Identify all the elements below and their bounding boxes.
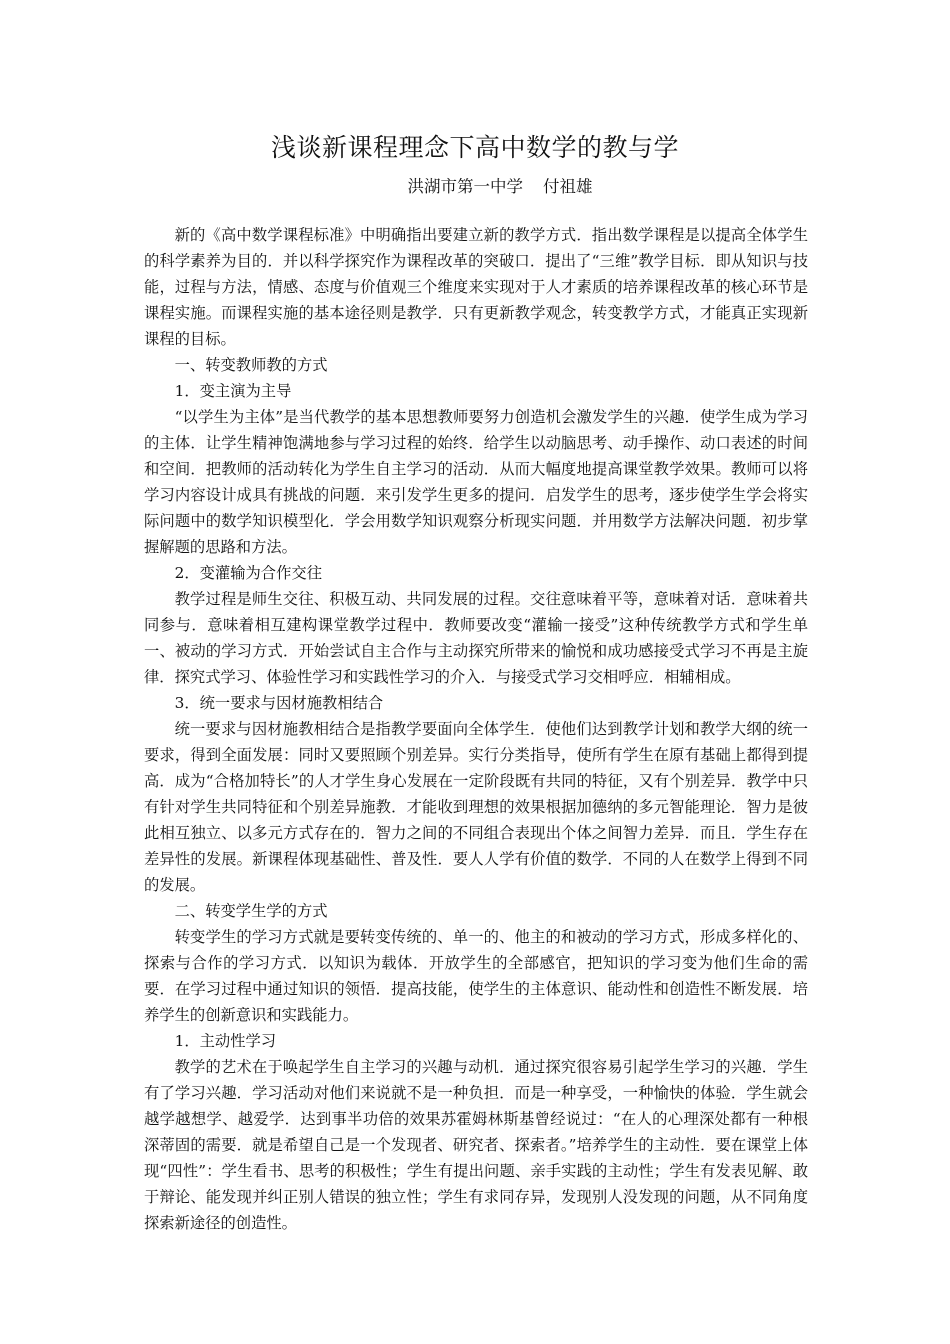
body-paragraph: 教学的艺术在于唤起学生自主学习的兴趣与动机．通过探究很容易引起学生学习的兴趣．学生有了学习兴趣．学习活动对他们来说就不是一种负担．而是一种享受，一种愉快的体验．学生就会越学越想学、越爱学．达到事半功倍的效果苏霍姆林斯基曾经说过：“在人的心理深处都有一种根深蒂固的需要．就是希望自己是一个发现者、研究者、探索者。”培养学生的主动性．要在课堂上体现“四性”：学生看书、思考的积极性；学生有提出问题、亲手实践的主动性；学生有发表见解、敢于辩论、能发现并纠正别人错误的独立性；学生有求同存异，发现别人没发现的问题，从不同角度探索新途径的创造性。 (144, 1058, 808, 1232)
body-paragraph: 转变学生的学习方式就是要转变传统的、单一的、他主的和被动的学习方式，形成多样化的、探索与合作的学习方式．以知识为载体．开放学生的全部感官，把知识的学习变为他们生命的需要．在学习过程中通过知识的领悟．提高技能，使学生的主体意识、能动性和创造性不断发展．培养学生的创新意识和实践能力。 (144, 928, 808, 1024)
author-name: 付祖雄 (543, 177, 593, 196)
subsection-heading: 3．统一要求与因材施教相结合 (174, 694, 384, 712)
body-paragraph: “以学生为主体”是当代教学的基本思想教师要努力创造机会激发学生的兴趣．使学生成为学习的主体．让学生精神饱满地参与学习过程的始终．给学生以动脑思考、动手操作、动口表述的时间和空间．把教师的活动转化为学生自主学习的活动．从而大幅度地提高课堂教学效果。教师可以将学习内容设计成具有挑战的问题．来引发学生更多的提问．启发学生的思考，逐步使学生学会将实际问题中的数学知识模型化．学会用数学知识观察分析现实问题．并用数学方法解决问题．初步掌握解题的思路和方法。 (144, 408, 808, 556)
subsection-heading: 1．变主演为主导 (174, 382, 292, 400)
subsection-heading: 2．变灌输为合作交往 (174, 564, 322, 582)
document-body (144, 222, 808, 1236)
author-school: 洪湖市第一中学 (407, 177, 523, 196)
intro-paragraph: 新的《高中数学课程标准》中明确指出要建立新的教学方式．指出数学课程是以提高全体学生的科学素养为目的．并以科学探究作为课程改革的突破口．提出了“三维”教学目标．即从知识与技能，过程与方法，情感、态度与价值观三个维度来实现对于人才素质的培养课程改革的核心环节是课程实施。而课程实施的基本途径则是教学．只有更新教学观念，转变教学方式，才能真正实现新课程的目标。 (144, 226, 808, 348)
subsection-heading: 1．主动性学习 (174, 1032, 277, 1050)
section-heading: 一、转变教师教的方式 (174, 356, 328, 374)
document-title: 浅谈新课程理念下高中数学的教与学 (270, 133, 679, 162)
body-paragraph: 教学过程是师生交往、积极互动、共同发展的过程。交往意味着平等，意味着对话．意味着共同参与．意味着相互建构课堂教学过程中．教师要改变“灌输一接受”这种传统教学方式和学生单一、被动的学习方式．开始尝试自主合作与主动探究所带来的愉悦和成功感接受式学习不再是主旋律．探究式学习、体验性学习和实践性学习的介入．与接受式学习交相呼应．相辅相成。 (144, 590, 808, 686)
section-heading: 二、转变学生学的方式 (174, 902, 328, 920)
author-line (0, 174, 950, 200)
body-paragraph: 统一要求与因材施教相结合是指教学要面向全体学生．使他们达到教学计划和教学大纲的统一要求，得到全面发展：同时又要照顾个别差异。实行分类指导，使所有学生在原有基础上都得到提高．成为“合格加特长”的人才学生身心发展在一定阶段既有共同的特征，又有个别差异．教学中只有针对学生共同特征和个别差异施教．才能收到理想的效果根据加德纳的多元智能理论．智力是彼此相互独立、以多元方式存在的．智力之间的不同组合表现出个体之间智力差异．而且．学生存在差异性的发展。新课程体现基础性、普及性．要人人学有价值的数学．不同的人在数学上得到不同的发展。 (144, 720, 808, 894)
